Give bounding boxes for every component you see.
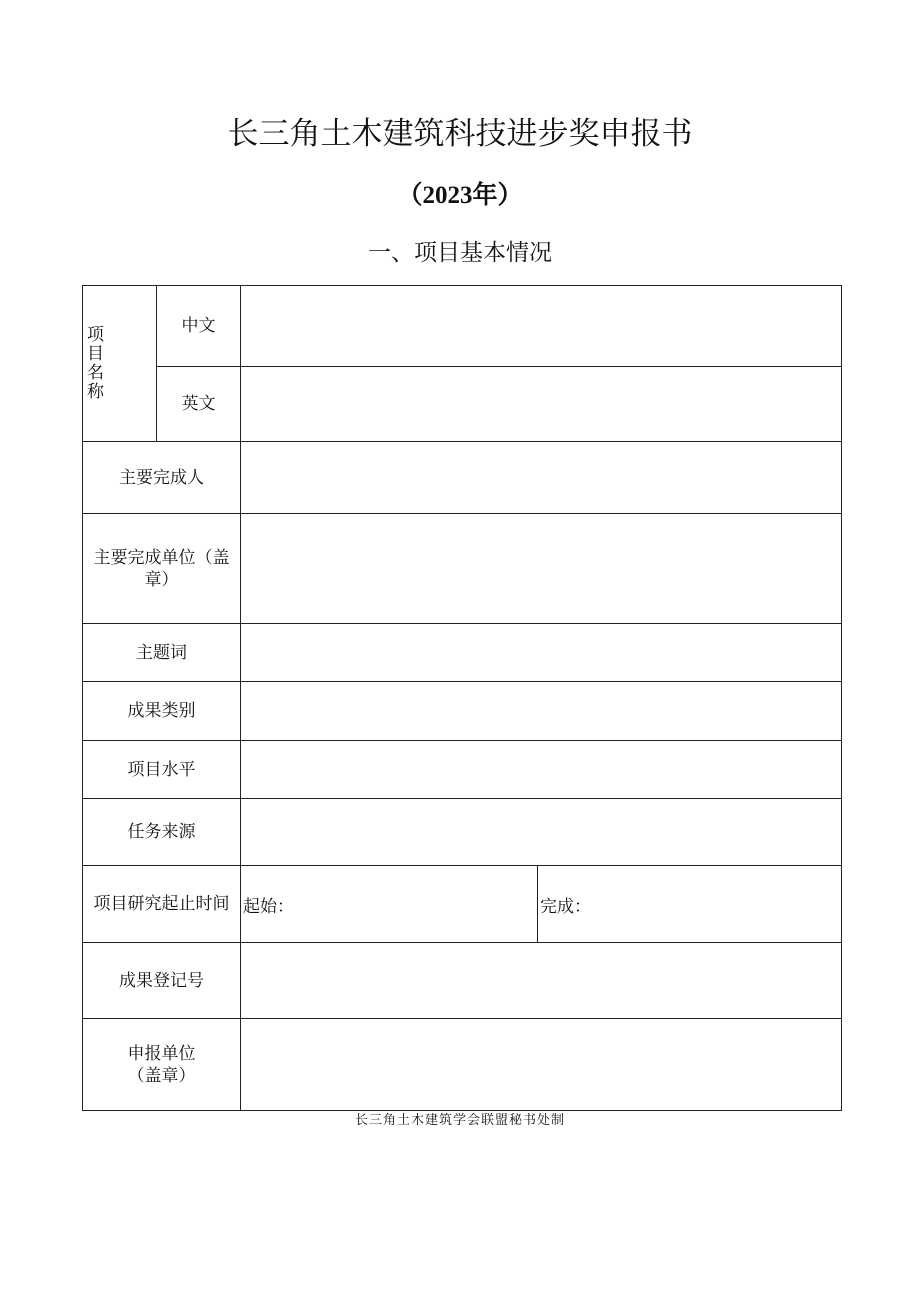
chinese-label: 中文	[157, 286, 241, 367]
form-row-registration	[83, 943, 842, 1019]
project-name-char: 称	[87, 381, 104, 402]
form-row-category	[83, 682, 842, 741]
chinese-name-field[interactable]	[241, 286, 842, 367]
registration-field[interactable]	[241, 943, 842, 1019]
registration-label: 成果登记号	[83, 943, 241, 1019]
form-row-applicant	[83, 1019, 842, 1111]
main-completers-field[interactable]	[241, 442, 842, 514]
level-field[interactable]	[241, 741, 842, 799]
main-units-label	[83, 514, 241, 624]
document-year: （2023年）	[397, 182, 523, 209]
document-footer: 长三角土木建筑学会联盟秘书处制	[354, 1113, 565, 1128]
period-label: 项目研究起止时间	[83, 866, 241, 943]
applicant-field[interactable]	[241, 1019, 842, 1111]
document-title: 长三角土木建筑科技进步奖申报书	[227, 116, 693, 152]
keywords-field[interactable]	[241, 624, 842, 682]
english-label: 英文	[157, 367, 241, 442]
source-field[interactable]	[241, 799, 842, 866]
start-date-field[interactable]: 起始：	[241, 866, 538, 943]
project-info-form	[82, 285, 842, 1111]
form-row-units	[83, 514, 842, 624]
category-field[interactable]	[241, 682, 842, 741]
english-name-field[interactable]	[241, 367, 842, 442]
category-label: 成果类别	[83, 682, 241, 741]
source-label: 任务来源	[83, 799, 241, 866]
section-heading: 一、项目基本情况	[368, 240, 552, 266]
level-label: 项目水平	[83, 741, 241, 799]
main-units-label-line1: 主要完成单位（盖	[93, 547, 230, 568]
keywords-label: 主题词	[83, 624, 241, 682]
form-row-period	[83, 866, 842, 943]
end-date-field[interactable]: 完成：	[538, 866, 842, 943]
form-row-source	[83, 799, 842, 866]
project-name-char: 目	[87, 343, 104, 364]
main-completers-label: 主要完成人	[83, 442, 241, 514]
applicant-label-line1: 申报单位	[127, 1043, 196, 1064]
project-name-char: 名	[87, 362, 104, 383]
form-row-completers	[83, 442, 842, 514]
form-row-name-chinese	[83, 286, 842, 367]
project-name-char: 项	[87, 324, 104, 345]
form-row-name-english	[83, 367, 842, 442]
main-units-label-line2: 章）	[144, 569, 179, 590]
form-row-keywords	[83, 624, 842, 682]
main-units-field[interactable]	[241, 514, 842, 624]
project-name-label	[83, 286, 157, 442]
applicant-label	[83, 1019, 241, 1111]
applicant-label-line2: （盖章）	[127, 1065, 196, 1086]
form-row-level	[83, 741, 842, 799]
